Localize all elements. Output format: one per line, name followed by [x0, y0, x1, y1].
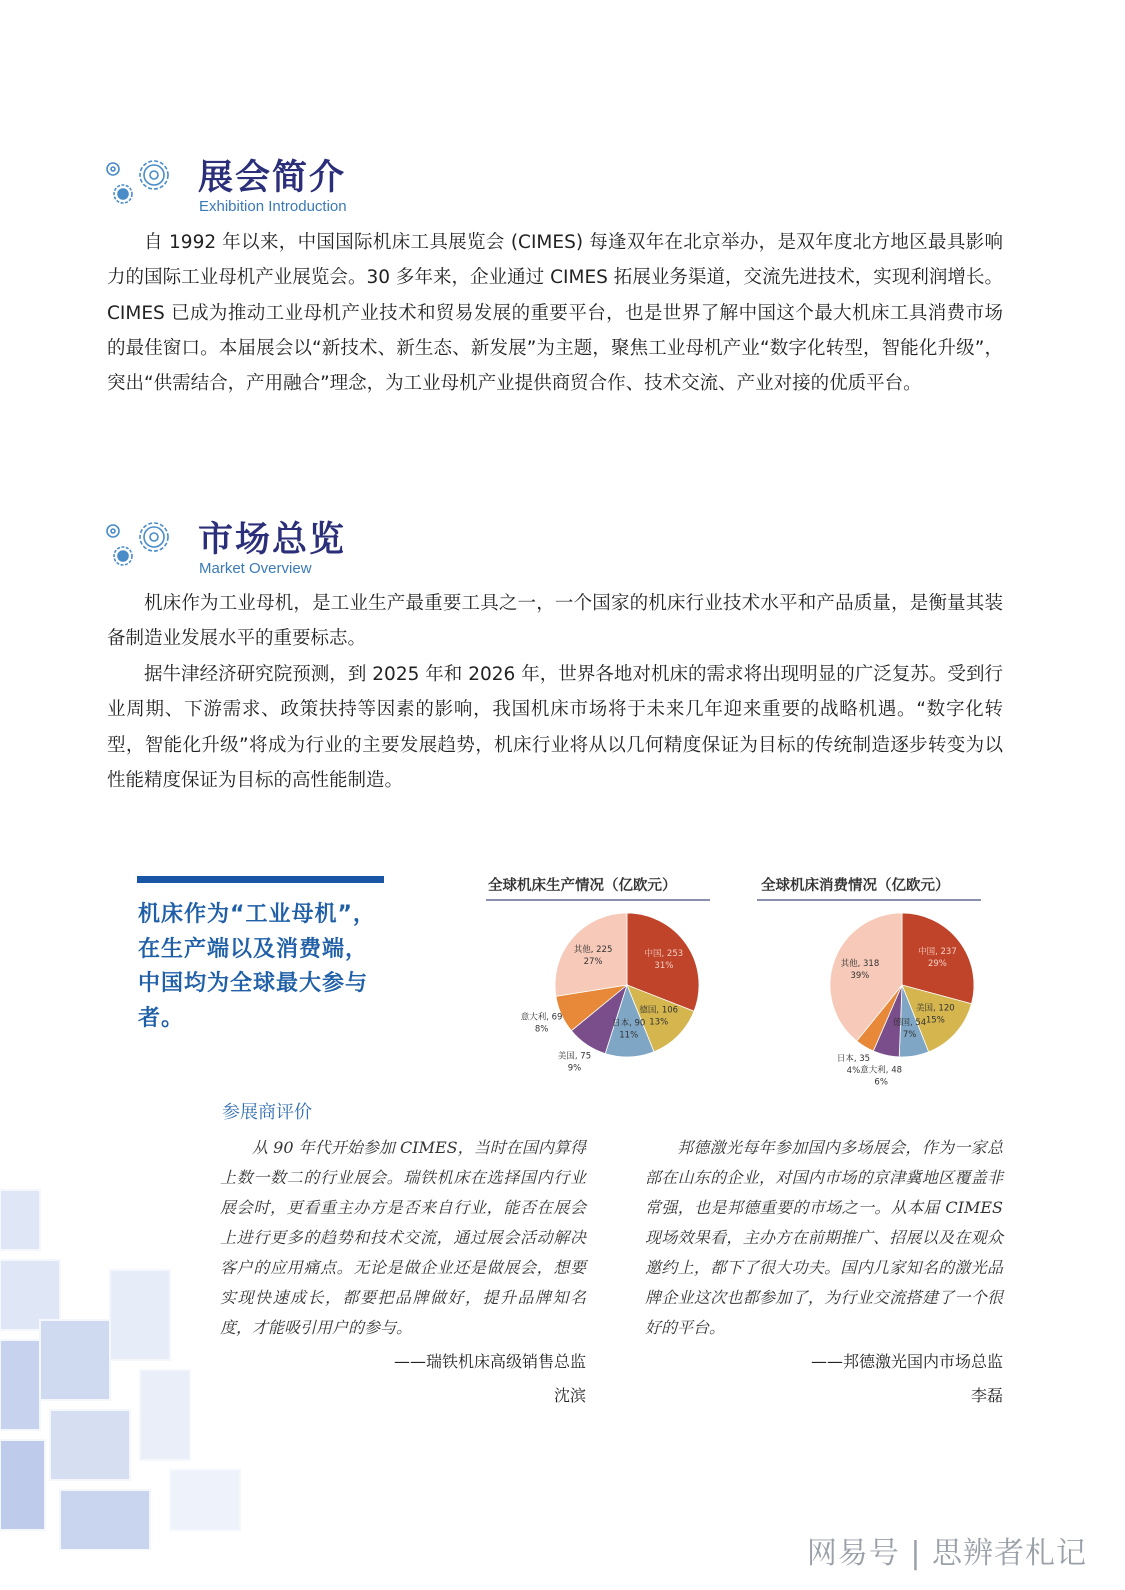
production-pie-chart [480, 905, 720, 1085]
intro-paragraph: 自 1992 年以来，中国国际机床工具展览会 (CIMES) 每逢双年在北京举办，是双年度北方地区最具影响力的国际工业母机产业展览会。30 多年来，企业通过 CIMES 拓展业务渠道，交流先进技术，实现利润增长。CIMES 已成为推动工业母机产业技术和贸易发展的重要平台，也是世界了解中国这个最大机床工具消费市场的最佳窗口。本届展会以“新技术、新生态、新发展”为主题，聚焦工业母机产业“数字化转型，智能化升级”，突出“供需结合，产用融合”理念，为工业母机产业提供商贸合作、技术交流、产业对接的优质平台。 [107, 232, 1003, 395]
chart-rule [486, 899, 710, 901]
section-header-exhibition [104, 150, 504, 220]
pie-data-label: 中国, 237 29% [918, 946, 957, 969]
consumption-pie-chart [755, 905, 995, 1088]
section-title: 市场总览 [198, 520, 347, 560]
review-author-role: ——邦德激光国内市场总监 [810, 1352, 1003, 1371]
pie-data-label: 意大利, 69 8% [520, 1012, 563, 1035]
section-header-market [104, 512, 504, 582]
consumption-chart-title: 全球机床消费情况（亿欧元） [761, 878, 950, 894]
review-author-role: ——瑞铁机床高级销售总监 [393, 1352, 586, 1371]
section-subtitle: Exhibition Introduction [199, 198, 347, 215]
pie-data-label: 中国, 253 31% [644, 948, 684, 971]
pie-data-label: 美国, 75 9% [557, 1051, 592, 1074]
pie-data-label: 德国, 54 7% [892, 1017, 927, 1040]
pie-data-label: 日本, 35 4% [836, 1054, 871, 1077]
chart-rule [757, 899, 981, 901]
gears-icon [104, 158, 176, 208]
callout-bar [137, 876, 384, 883]
review-author-name: 沈滨 [553, 1386, 586, 1405]
review-quote: 邦德激光每年参加国内多场展会，作为一家总部在山东的企业，对国内市场的京津冀地区覆盖非常强，也是邦德重要的市场之一。从本届 CIMES 现场效果看，主办方在前期推广、招展以及在观众邀约上，都下了很大功夫。国内几家知名的激光品牌企业这次也都参加了，为行业交流搭建了一个很好的平台。 [645, 1138, 1003, 1337]
pie-data-label: 其他, 318 39% [840, 959, 880, 982]
review-author-name: 李磊 [970, 1386, 1003, 1405]
pie-data-label: 意大利, 48 6% [860, 1065, 903, 1088]
production-chart-title: 全球机床生产情况（亿欧元） [488, 878, 677, 894]
pie-data-label: 其他, 225 27% [573, 945, 613, 968]
section-subtitle: Market Overview [199, 560, 312, 577]
pie-data-label: 美国, 120 15% [916, 1003, 955, 1026]
watermark: 网易号 | 思辨者札记 [806, 1536, 1087, 1571]
gears-icon [104, 520, 176, 570]
pie-data-label: 日本, 90 11% [612, 1018, 646, 1041]
callout-text: 机床作为“工业母机”，在生产端以及消费端，中国均为全球最大参与者。 [138, 902, 376, 1031]
market-paragraph-1: 机床作为工业母机，是工业生产最重要工具之一，一个国家的机床行业技术水平和产品质量，是衡量其装备制造业发展水平的重要标志。 [107, 593, 1003, 650]
pie-data-label: 德国, 106 13% [639, 1005, 679, 1028]
section-title: 展会简介 [198, 158, 347, 198]
reviews-title: 参展商评价 [222, 1102, 312, 1123]
market-paragraph-2: 据牛津经济研究院预测，到 2025 年和 2026 年，世界各地对机床的需求将出现明显的广泛复苏。受到行业周期、下游需求、政策扶持等因素的影响，我国机床市场将于未来几年迎来重要的战略机遇。“数字化转型，智能化升级”将成为行业的主要发展趋势，机床行业将从以几何精度保证为目标的传统制造逐步转变为以性能精度保证为目标的高性能制造。 [107, 664, 1003, 791]
review-quote: 从 90 年代开始参加 CIMES，当时在国内算得上数一数二的行业展会。瑞铁机床在选择国内行业展会时，更看重主办方是否来自行业，能否在展会上进行更多的趋势和技术交流，通过展会活动解决客户的应用痛点。无论是做企业还是做展会，想要实现快速成长，都要把品牌做好，提升品牌知名度，才能吸引用户的参与。 [220, 1138, 586, 1337]
